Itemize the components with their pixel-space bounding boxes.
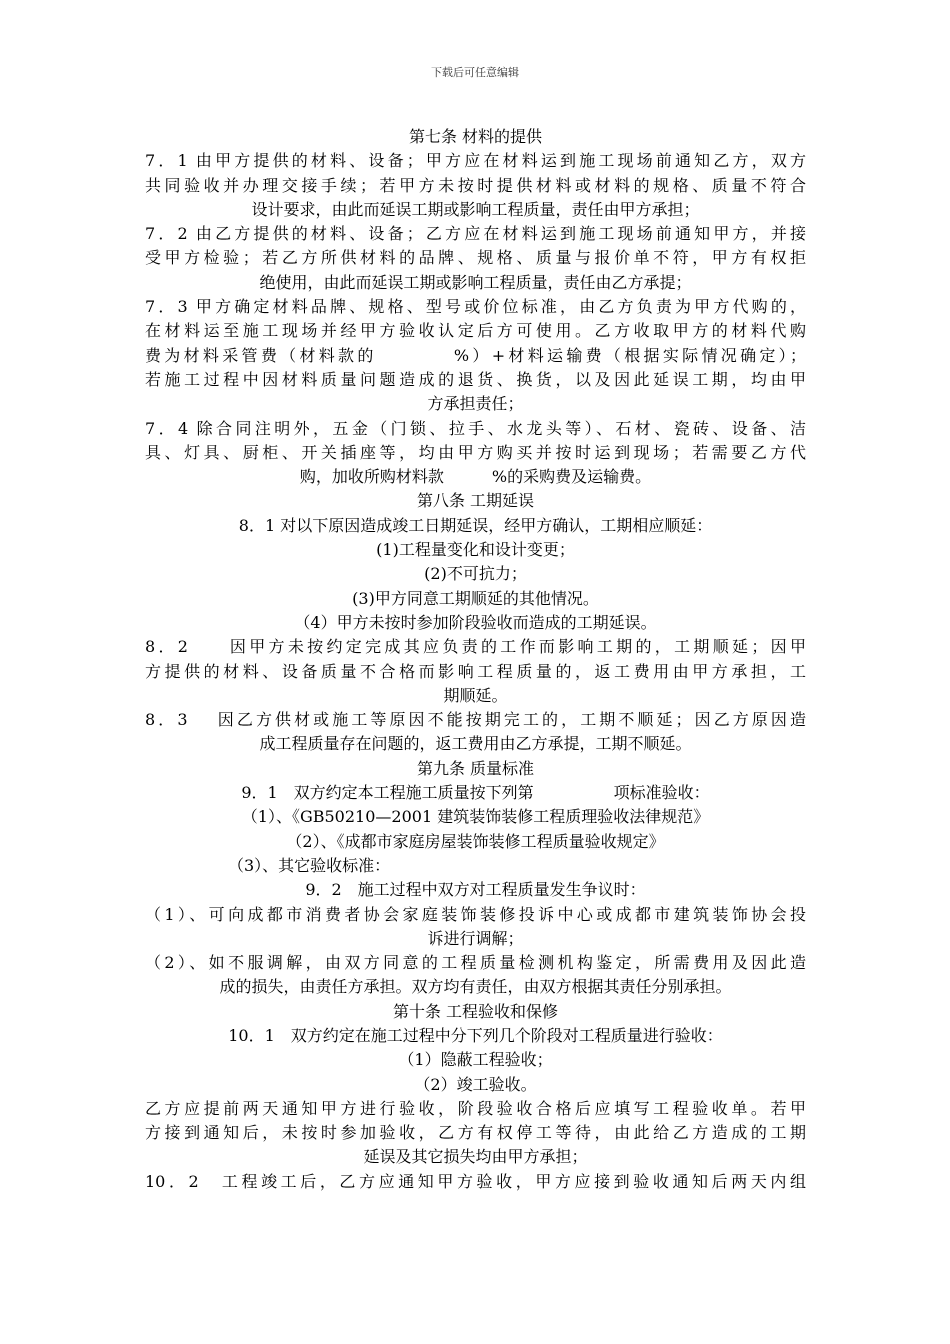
article-7-heading: 第七条 材料的提供 [408,127,543,146]
clause-8-3-line-1: 8．3 因乙方供材或施工等原因不能按期完工的，工期不顺延；因乙方原因造 [145,710,806,730]
clause-10-2-line-1: 10．2 工程竣工后，乙方应通知甲方验收，甲方应接到验收通知后两天内组 [145,1171,806,1191]
clause-9-1-item-2: （2）、《成都市家庭房屋装饰装修工程质量验收规定》 [286,831,665,851]
clause-7-1-line-1: 7．1 由甲方提供的材料、设备；甲方应在材料运到施工现场前通知乙方，双方 [145,151,806,171]
clause-7-3-line-5: 方承担责任； [427,394,524,414]
clause-7-2-line-1: 7．2 由乙方提供的材料、设备；乙方应在材料运到施工现场前通知甲方，并接 [145,224,806,244]
clause-8-2-line-3: 期顺延。 [443,685,508,705]
clause-8-2-line-2: 方提供的材料、设备质量不合格而影响工程质量的，返工费用由甲方承担，工 [145,661,806,681]
clause-10-1-note-line-2: 方接到通知后，未按时参加验收，乙方有权停工等待，由此给乙方造成的工期 [145,1123,806,1143]
clause-7-1-line-2: 共同验收并办理交接手续；若甲方未按时提供材料或材料的规格、质量不符合 [145,175,806,195]
clause-8-1-item-4: （4）甲方未按时参加阶段验收而造成的工期延误。 [294,612,657,632]
clause-9-2-item-2-line-1: （2）、如不服调解，由双方同意的工程质量检测机构鉴定，所需费用及因此造 [145,953,806,973]
clause-9-1-item-1: （1）、《GB50210—2001 建筑装饰装修工程质理验收法律规范》 [241,807,710,827]
clause-9-1: 9．1 双方约定本工程施工质量按下列第 项标准验收： [241,783,710,803]
clause-10-1-item-2: （2）竣工验收。 [414,1074,537,1094]
clause-9-2-item-1-line-1: （1）、可向成都市消费者协会家庭装饰装修投诉中心或成都市建筑装饰协会投 [145,904,806,924]
article-10-heading: 第十条 工程验收和保修 [392,1001,559,1021]
article-9-heading: 第九条 质量标准 [416,758,535,778]
clause-8-1-item-2: (2)不可抗力； [424,564,527,584]
clause-10-1-note-line-3: 延误及其它损失均由甲方承担； [363,1147,588,1167]
clause-10-1: 10．1 双方约定在施工过程中分下列几个阶段对工程质量进行验收： [228,1025,723,1045]
clause-7-4-line-2: 具、灯具、厨柜、开关插座等，均由甲方购买并按时运到现场；若需要乙方代 [145,442,806,462]
clause-7-3-line-4: 若施工过程中因材料质量问题造成的退货、换货，以及因此延误工期，均由甲 [145,369,806,389]
clause-7-1-line-3: 设计要求，由此而延误工期或影响工程质量，责任由甲方承担； [251,199,700,219]
document-body [145,125,806,1194]
clause-8-2-line-1: 8．2 因甲方未按约定完成其应负责的工作而影响工期的，工期顺延；因甲 [145,637,806,657]
clause-10-1-note-line-1: 乙方应提前两天通知甲方进行验收，阶段验收合格后应填写工程验收单。若甲 [145,1098,806,1118]
page-header: 下载后可任意编辑 [431,66,519,79]
clause-8-1-item-3: (3)甲方同意工期顺延的其他情况。 [352,588,599,608]
clause-7-4-line-3: 购，加收所购材料款 %的采购费及运输费。 [299,467,652,487]
clause-7-2-line-3: 绝使用，由此而延误工期或影响工程质量，责任由乙方承提； [259,272,692,292]
clause-7-2-line-2: 受甲方检验；若乙方所供材料的品牌、规格、质量与报价单不符，甲方有权拒 [145,248,806,268]
clause-8-1-item-1: (1)工程量变化和设计变更； [376,540,575,560]
article-8-heading: 第八条 工期延误 [416,491,535,511]
clause-7-3-line-3: 费为材料采管费（材料款的 %）+材料运输费（根据实际情况确定）； [145,345,806,365]
clause-7-4-line-1: 7．4 除合同注明外，五金（门锁、拉手、水龙头等）、石材、瓷砖、设备、洁 [145,418,806,438]
clause-7-3-line-2: 在材料运至施工现场并经甲方验收认定后方可使用。乙方收取甲方的材料代购 [145,321,806,341]
clause-8-1: 8．1 对以下原因造成竣工日期延误，经甲方确认，工期相应顺延： [238,515,713,535]
clause-9-2-item-2-line-2: 成的损失，由责任方承担。双方均有责任，由双方根据其责任分别承担。 [219,977,732,997]
clause-9-2-item-1-line-2: 诉进行调解； [427,928,524,948]
clause-10-1-item-1: （1）隐蔽工程验收； [398,1050,553,1070]
clause-7-3-line-1: 7．3 甲方确定材料品牌、规格、型号或价位标准，由乙方负责为甲方代购的， [145,297,806,317]
clause-9-1-item-3: （3）、其它验收标准： [228,855,391,875]
clause-9-2: 9．2 施工过程中双方对工程质量发生争议时： [305,880,646,900]
clause-8-3-line-2: 成工程质量存在问题的，返工费用由乙方承提，工期不顺延。 [259,734,692,754]
